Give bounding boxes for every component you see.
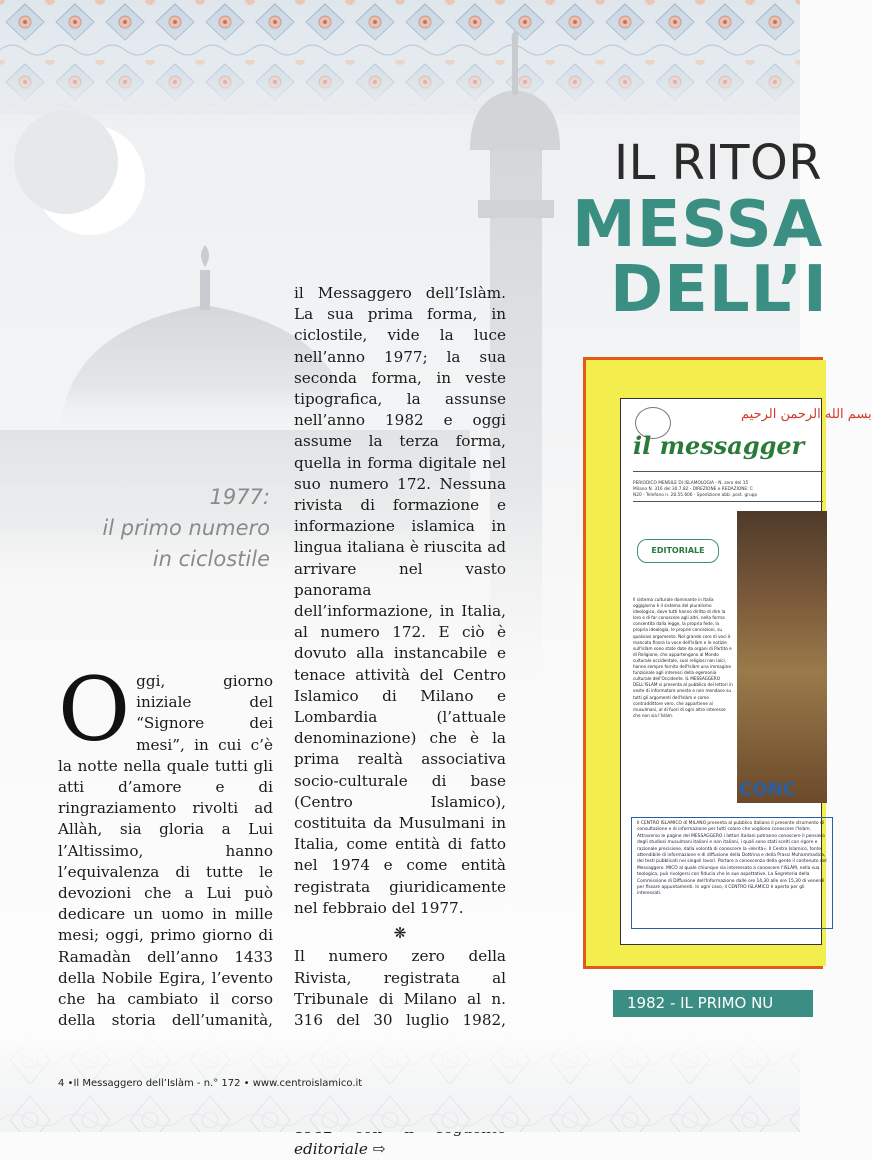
cover-editorial-text: Il sistema culturale dominante in Italia oggigiorno è il sistema del pluralismo ideologico, dove tutti hanno diritto di dire la loro e di far conoscere agli altri, nella forma consentita dalla legge, la propria fede, la propria ideologia, le proprie concezioni, su qualsiasi argomento. Nel grande coro di voci è mancata finora la voce dell'Islàm e le notizie sull'Islàm sono state date da organi di Partito e di Religione, che appartengono al Mondo culturale occidentale, suoi religiosi non laici, hanno sempre fornito dell'Islàm una immagine funzionale agli interessi della egemonia culturale dell'Occidente. IL MESSAGGERO DELL'ISLÀM si presenta al pubblico dei lettori in veste di informatore onesto e non mendace su tutti gli argomenti dell'Islàm e come contraddittore vero, che appartiene ai musulmani, al di fuori di ogni altro interesse che non sia l'Islàm.: [633, 597, 733, 718]
pull-quote-line-2: il primo numero: [102, 516, 270, 540]
drop-cap: O: [58, 658, 131, 761]
article-title-line-2: MESSA: [572, 188, 824, 262]
pull-quote: [30, 482, 270, 575]
para-2-text-a: Il numero zero della Rivista, registrata al Tribunale di Milano al n. 316 del 30 luglio 1982,: [294, 947, 506, 1029]
cover-editoriale-badge: EDITORIALE: [637, 539, 719, 563]
cover-header-line-1: PERIODICO MENSILE DI ISLAMOLOGIA - N. zero del 15: [633, 481, 749, 486]
crescent-moon-icon: [14, 110, 145, 235]
column-1-text: ggi, giorno iniziale del “Signore dei mesi”, in cui c’è la notte nella quale tutti gli atti d’amore e di ringraziamento rivolti ad Allàh, sia gloria a Lui l’Altissimo, hanno l’equivalenza di tutte le devozioni che a Lui può dedicare un uomo in mille mesi; oggi, primo giorno di Ramadàn dell’anno 1433 della Nobile Egira, l’evento che ha cambiato il corso della storia dell’umanità,: [58, 672, 273, 1030]
cover-rule: [633, 471, 823, 472]
pull-quote-line-1: 1977:: [209, 485, 270, 509]
cover-arabic-basmala: بسم الله الرحمن الرحيم: [741, 407, 872, 422]
cover-photo: [737, 511, 827, 803]
text-column-2: [294, 283, 506, 1160]
cover-rule-2: [633, 501, 823, 502]
editoriale-word: editoriale: [294, 1140, 368, 1159]
column-2-paragraph-1: il Messaggero dell’Islàm. La sua prima forma, in ciclostile, vide la luce nell’anno 1977; la sua seconda forma, in veste tipografica, la assunse nell’anno 1982 e oggi assume la terza forma, quella in forma digitale nel suo numero 172. Nessuna rivista di formazione e informazione islamica in lingua italiana è riuscita ad arrivare nel vasto panorama dell’informazione, in Italia, al numero 172. E ciò è dovuto alla instancabile e tenace attività del Centro Islamico di Milano e Lombardia (l’attuale denominazione) che è la prima realtà associativa socio-culturale di base (Centro Islamico), costituita da Musulmani in Italia, come entità di fatto nel 1974 e come entità registrata giuridicamente nel febbraio del 1977.: [294, 284, 506, 917]
text-column-1: [58, 658, 273, 1074]
cover-masthead: il messagger: [633, 431, 805, 460]
cover-photo-label: CONC: [739, 779, 796, 800]
cover-header-line-2: Milano N. 316 del 30.7.82 - DIREZIONE e REDAZIONE: C: [633, 487, 753, 492]
cover-caption: 1982 - IL PRIMO NU: [613, 990, 813, 1017]
article-title-line-3: DELL’I: [610, 253, 828, 327]
magazine-cover-image: [620, 398, 872, 945]
cover-header-line-3: N20 - Telefono n. 28.55.606 - Spedizione abb. post. grupp: [633, 493, 758, 498]
cover-info-box-text: Il CENTRO ISLAMICO di MILANO presenta al pubblico italiano il presente strumento di consultazione e di informazione per tutti coloro che vogliono conoscere l'Islàm. Attraverso le pagine del MESSAGGERO i lettori italiani potranno conoscere il pensiero degli studiosi musulmani italiani e non italiani, i quali sono stati scelti con rigore e razionale precisione, dalla volontà di conoscere la «Verità». Il Centro Islamico, fonte attendibile di informazione e di diffusione della Dottrina e della Prassi Muhammadica, dei testi pubblicati nei singoli lavori. Portare a conoscenza della gente il contenuto del Messaggero. MICO al quale chiunque sia interessato a conoscere l'ISLÀM, nella sua teologica, può rivolgersi con fiducia che le sue aspettative. La Segreteria della Commissione di Diffusione dell'Informazione dalle ore 14,30 alle ore 15,30 di venerdì per fissare appuntamenti. In ogni caso, il CENTRO ISLAMICO è aperto per gli interessati.: [637, 821, 827, 897]
page-footer: 4 •Il Messaggero dell’Islàm - n.° 172 • www.centroislamico.it: [58, 1078, 363, 1089]
article-title-line-1: IL RITOR: [614, 135, 823, 191]
arrow-right-icon: ⇨: [372, 1140, 386, 1159]
separator-star-icon: ❋: [393, 924, 407, 943]
pull-quote-line-3: in ciclostile: [152, 547, 270, 571]
